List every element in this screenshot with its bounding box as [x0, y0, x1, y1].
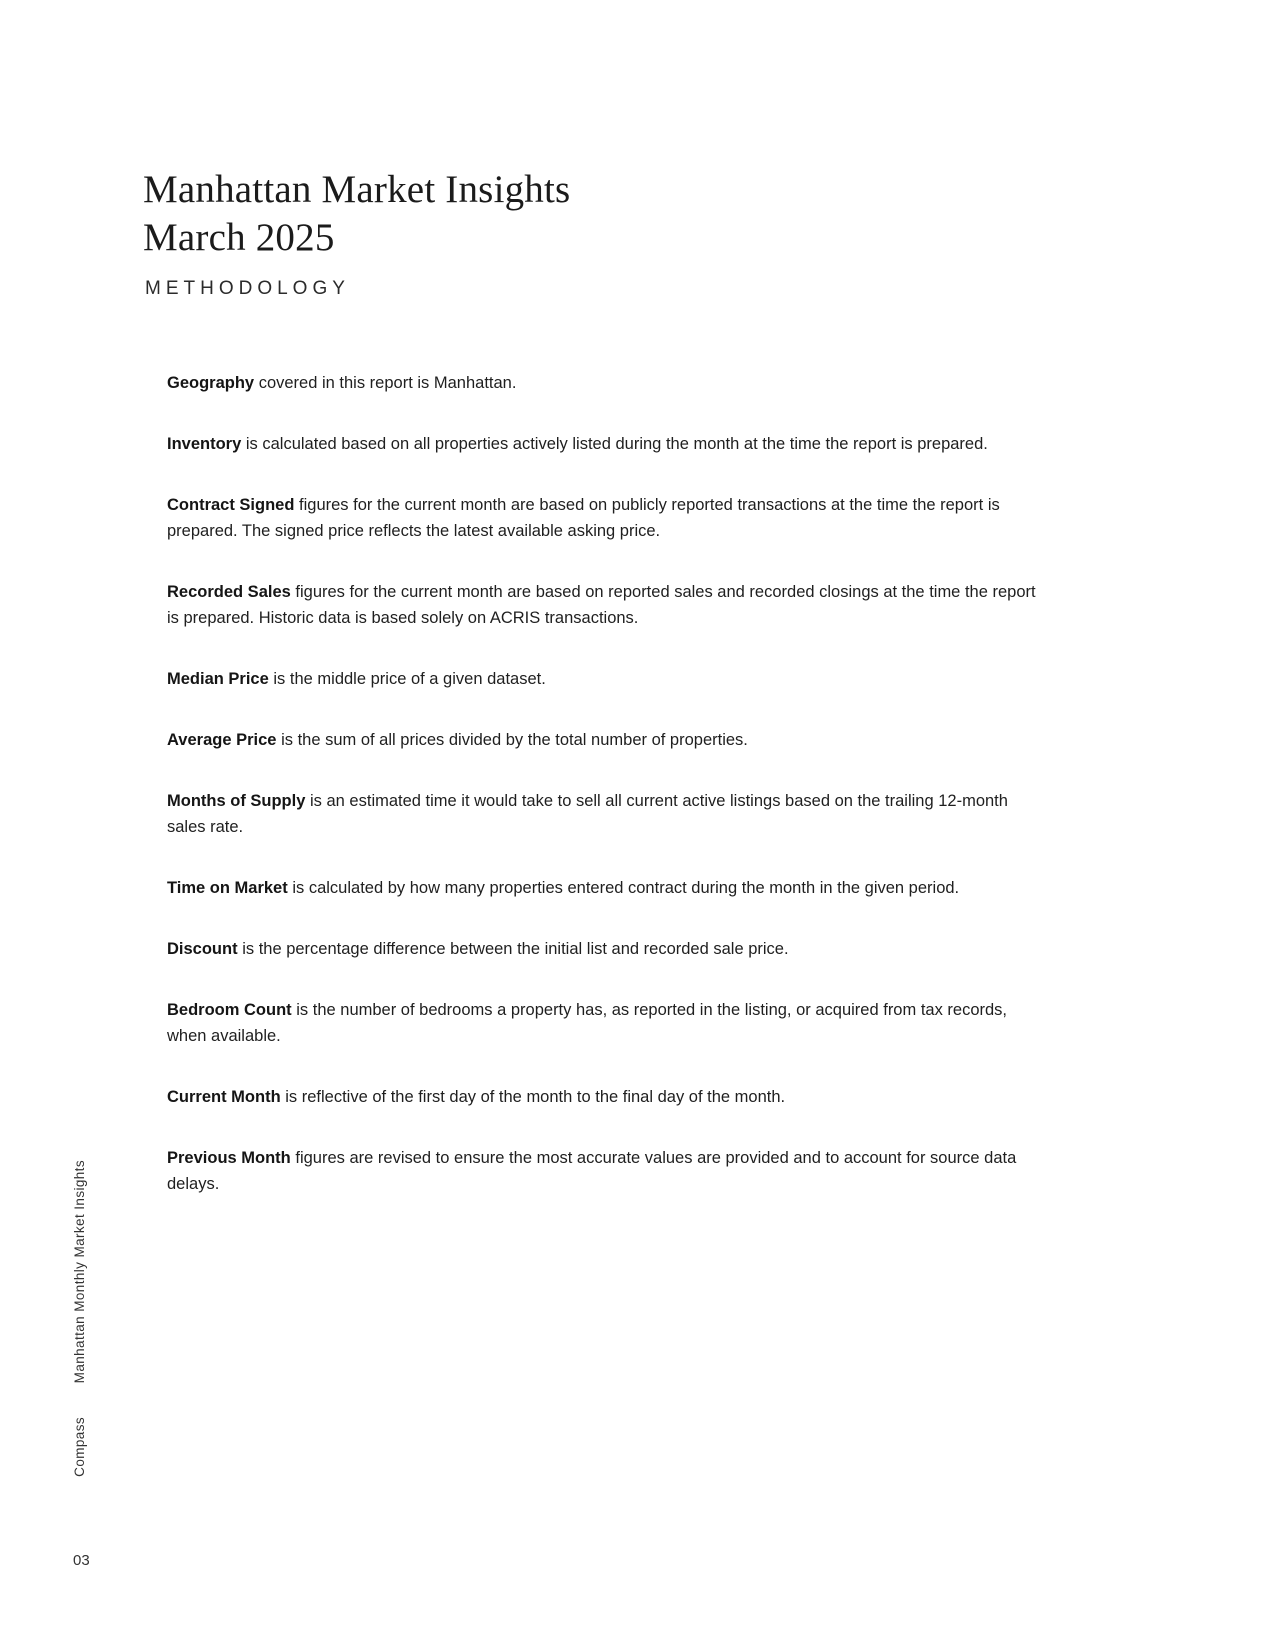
methodology-term: Previous Month	[167, 1149, 291, 1167]
methodology-definition: is calculated based on all properties actively listed during the month at the time the report is prepared.	[245, 435, 988, 453]
methodology-term: Discount	[167, 940, 238, 958]
methodology-definition: is the percentage difference between the initial list and recorded sale price.	[242, 940, 789, 958]
methodology-term: Months of Supply	[167, 792, 306, 810]
methodology-term: Average Price	[167, 731, 277, 749]
methodology-definition: figures are revised to ensure the most accurate values are provided and to account for source data delays.	[167, 1149, 1017, 1193]
methodology-term: Median Price	[167, 670, 269, 688]
sidebar-report-name: Manhattan Monthly Market Insights	[72, 1159, 87, 1383]
methodology-item-average-price	[167, 727, 1051, 753]
methodology-definition: covered in this report is Manhattan.	[258, 374, 517, 392]
methodology-definition: figures for the current month are based on publicly reported transactions at the time the report is prepared. The signed price reflects the latest available asking price.	[167, 496, 1000, 540]
methodology-term: Current Month	[167, 1088, 281, 1106]
methodology-term: Bedroom Count	[167, 1001, 292, 1019]
methodology-item-time-on-market	[167, 875, 1051, 901]
methodology-item-geography	[167, 370, 1051, 396]
methodology-item-current-month	[167, 1084, 1051, 1110]
methodology-item-contract-signed	[167, 492, 1051, 544]
page-title-line1: Manhattan Market Insights	[143, 168, 571, 212]
page-number: 03	[73, 1552, 90, 1569]
methodology-term: Inventory	[167, 435, 242, 453]
methodology-item-median-price	[167, 666, 1051, 692]
methodology-item-previous-month	[167, 1145, 1051, 1197]
methodology-item-bedroom-count	[167, 997, 1051, 1049]
methodology-definition: is reflective of the first day of the month to the final day of the month.	[285, 1088, 786, 1106]
methodology-definition: figures for the current month are based on reported sales and recorded closings at the time the report is prepared. Historic data is based solely on ACRIS transactions.	[167, 583, 1036, 627]
methodology-term: Contract Signed	[167, 496, 295, 514]
methodology-item-inventory	[167, 431, 1051, 457]
methodology-term: Recorded Sales	[167, 583, 291, 601]
section-label-methodology: METHODOLOGY	[145, 278, 350, 299]
page-title	[143, 166, 570, 262]
methodology-term: Geography	[167, 374, 255, 392]
methodology-definition: is calculated by how many properties entered contract during the month in the given period.	[292, 879, 960, 897]
sidebar-brand-compass: Compass	[72, 1417, 87, 1477]
methodology-term: Time on Market	[167, 879, 288, 897]
methodology-definition: is the number of bedrooms a property has, as reported in the listing, or acquired from tax records, when available.	[167, 1001, 1008, 1045]
methodology-definition: is the middle price of a given dataset.	[273, 670, 546, 688]
methodology-list	[167, 370, 1051, 1232]
page-title-line2: March 2025	[143, 216, 335, 260]
methodology-item-months-of-supply	[167, 788, 1051, 840]
methodology-item-discount	[167, 936, 1051, 962]
methodology-definition: is the sum of all prices divided by the total number of properties.	[281, 731, 748, 749]
methodology-item-recorded-sales	[167, 579, 1051, 631]
methodology-definition: is an estimated time it would take to sell all current active listings based on the trailing 12-month sales rate.	[167, 792, 1008, 836]
